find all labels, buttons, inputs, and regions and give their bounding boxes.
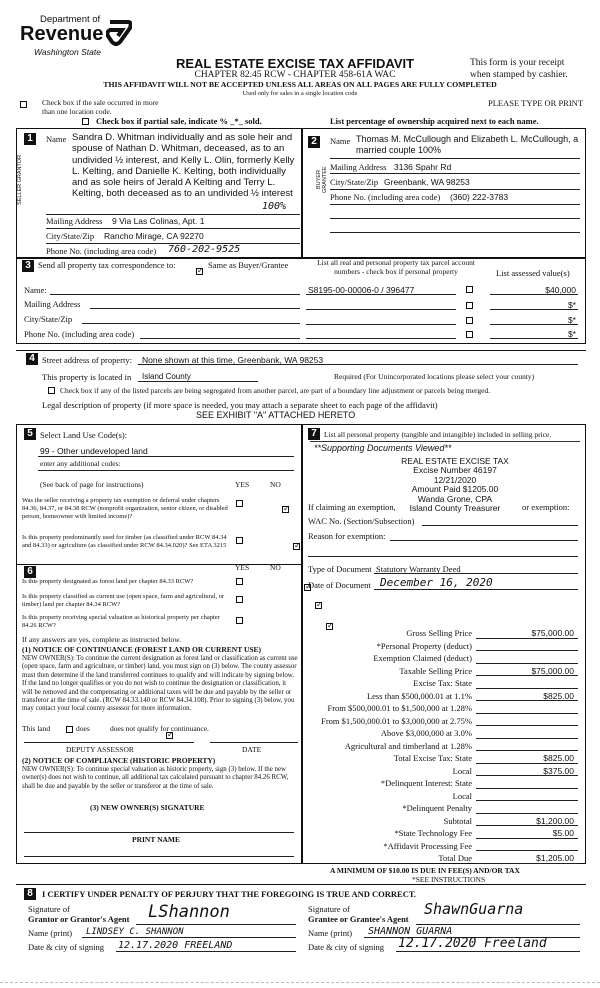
grantor-name-label: Name (print) — [28, 928, 73, 938]
calc-label: Above $3,000,000 at 3.0% — [380, 728, 472, 738]
assessed-value-1: $40,000 — [545, 285, 576, 295]
calc-value: $1,200.00 — [536, 815, 574, 826]
parcel-4-personal-checkbox[interactable] — [466, 331, 473, 338]
notice-continuance-title: (1) NOTICE OF CONTINUANCE (FOREST LAND OR CURRENT USE) — [22, 645, 262, 654]
notice-continuance-body: NEW OWNER(S): To continue the current designation as forest land or classification as current use (open space, farm and agriculture, or timber) land, you must sign on (3) below. The county assessor must then determine if the land transferred continues to qualify and will indicate by signing below. If the land no longer qualifies or you do not wish to continue the designation or classification, it will be removed and the compensating or additional taxes will be due and payable by the seller or transferor at the time of sale. (RCW 84.33.140 or RCW 84.34.108). Prior to signing (3) below, you may contact your local county assessor for more information. — [22, 655, 298, 713]
grantee-name-value: SHANNON GUARNA — [368, 926, 453, 937]
buyer-city-value: Greenbank, WA 98253 — [384, 177, 470, 187]
grantee-signature-of: Signature of — [308, 904, 350, 914]
grantor-date-label: Date & city of signing — [28, 942, 105, 952]
s6-q1-yes-checkbox[interactable] — [236, 578, 243, 585]
form-chapter: CHAPTER 82.45 RCW - CHAPTER 458-61A WAC — [194, 70, 396, 80]
calc-label: Local — [452, 765, 472, 776]
calc-value: $1,205.00 — [536, 853, 574, 863]
personal-property-label: List all personal property (tangible and intangible) included in selling price. — [324, 430, 552, 439]
calc-value: $825.00 — [543, 690, 574, 701]
date-document-value: December 16, 2020 — [380, 576, 493, 589]
calc-label: From $500,000.01 to $1,500,000 at 1.28% — [327, 703, 472, 713]
section-6-number: 6 — [24, 566, 36, 578]
deputy-assessor-label: DEPUTY ASSESSOR — [66, 745, 134, 754]
additional-codes-label: enter any additional codes: — [40, 459, 121, 468]
claiming-exemption-tail: or exemption: — [522, 502, 570, 512]
date-document-label: Date of Document — [308, 580, 371, 590]
land-does-label: does — [76, 724, 90, 733]
s5-q1-yes-checkbox[interactable] — [236, 500, 243, 507]
s5-no-header: NO — [270, 480, 281, 489]
s3-phone-label: Phone No. (including area code) — [24, 329, 135, 339]
deputy-date-label: DATE — [242, 745, 262, 754]
s6-yes-header: YES — [235, 563, 250, 572]
buyer-name-label: Name — [330, 136, 351, 146]
seller-city-label: City/State/Zip — [46, 231, 95, 241]
s5-question-1: Was the seller receiving a property tax exemption or deferral under chapters 84.36, 84.37, or 84.38 RCW (nonprofit organization, senior citizen, or disabled person, homeowner with limited income)? — [22, 497, 228, 520]
s5-q2-yes-checkbox[interactable] — [236, 537, 243, 544]
stamp-line-6: Island County Treasurer — [409, 503, 501, 514]
calc-label: *Affidavit Processing Fee — [383, 840, 472, 851]
s6-question-1: Is this property designated as forest land per chapter 84.33 RCW? — [22, 578, 194, 585]
seller-name-label: Name — [46, 134, 67, 144]
grantor-signature-of: Signature of — [28, 904, 70, 914]
stamp-line-2: Excise Number 46197 — [413, 465, 497, 476]
calc-label: Gross Selling Price — [406, 628, 472, 638]
buyer-side-label: BUYER GRANTEE — [316, 166, 328, 194]
county-required-note: Required (For Unincorporated locations please select your county) — [334, 372, 535, 381]
assessed-header: List assessed value(s) — [496, 268, 570, 278]
same-as-buyer-label: Same as Buyer/Grantee — [208, 260, 289, 270]
calc-label: Agricultural and timberland at 1.28% — [344, 740, 472, 751]
partial-sale-label: Check box if partial sale, indicate % _*_ sold. — [96, 116, 262, 126]
logo-dept: Department of — [40, 14, 101, 25]
parcel-3-personal-checkbox[interactable] — [466, 317, 473, 324]
calc-label: Exemption Claimed (deduct) — [373, 653, 472, 663]
seller-phone-value: 760-202-9525 — [168, 244, 241, 255]
calc-value: $375.00 — [543, 765, 574, 776]
grantor-signature: LShannon — [148, 902, 230, 922]
segregated-label: Check box if any of the listed parcels are being segregated from another parcel, are part of a boundary line adjustment or parcels being merged. — [60, 386, 491, 395]
stamp-line-3: 12/21/2020 — [433, 474, 477, 485]
land-use-code-value: 99 - Other undeveloped land — [40, 446, 148, 456]
s3-name-label: Name: — [24, 285, 47, 295]
partial-sale-checkbox[interactable] — [82, 118, 89, 125]
assessed-value-4: $* — [567, 329, 576, 339]
s3-mailing-label: Mailing Address — [24, 299, 81, 309]
calc-value: $75,000.00 — [531, 665, 574, 676]
calc-label: Total Excise Tax: State — [393, 753, 472, 763]
list-percentage-label: List percentage of ownership acquired next to each name. — [330, 116, 539, 126]
s6-question-2: Is this property classified as current use (open space, farm and agricultural, or timber) land per chapter 84.34 RCW? — [22, 593, 225, 608]
calc-label: Subtotal — [443, 815, 472, 826]
s6-no-header: NO — [270, 563, 281, 572]
calc-label: Taxable Selling Price — [399, 665, 472, 676]
land-does-checkbox[interactable] — [66, 726, 73, 733]
section-1-number: 1 — [24, 133, 36, 145]
s5-yes-header: YES — [235, 480, 250, 489]
see-back-instructions: (See back of page for instructions) — [40, 480, 144, 489]
if-yes-instructions: If any answers are yes, complete as instructed below. — [22, 635, 182, 644]
calc-label: From $1,500,000.01 to $3,000,000 at 2.75% — [321, 715, 472, 726]
form-title: REAL ESTATE EXCISE TAX AFFIDAVIT — [175, 56, 415, 71]
s6-question-3: Is this property receiving special valuation as historical property per chapter 84.26 RCW? — [22, 614, 220, 629]
multi-location-checkbox[interactable] — [20, 101, 27, 108]
type-or-print: PLEASE TYPE OR PRINT — [488, 98, 584, 108]
parcel-2-personal-checkbox[interactable] — [466, 302, 473, 309]
legal-description-label: Legal description of property (if more space is needed, you may attach a separate sheet to each page of the affidavit) — [42, 400, 438, 410]
parcel-1-personal-checkbox[interactable] — [466, 286, 473, 293]
used-only-note: Used only for sales in a single location code — [242, 90, 358, 97]
multi-location-label: Check box if the sale occurred in more than one location code. — [42, 98, 159, 116]
s5-q1-no-checkbox[interactable] — [282, 506, 289, 513]
seller-side-label: SELLER GRANTOR — [17, 154, 23, 206]
legal-description-value: SEE EXHIBIT "A" ATTACHED HERETO — [196, 410, 356, 420]
new-owner-signature-label: (3) NEW OWNER(S) SIGNATURE — [90, 803, 205, 812]
logo-state: Washington State — [34, 47, 101, 57]
segregated-checkbox[interactable] — [48, 387, 55, 394]
calc-label: Less than $500,000.01 at 1.1% — [366, 690, 472, 701]
receipt-note: This form is your receipt when stamped by cashier. — [470, 58, 568, 80]
stamp-line-5: Wanda Grone, CPA — [417, 493, 493, 504]
grantee-name-label: Name (print) — [308, 928, 353, 938]
assessed-value-3: $* — [567, 315, 576, 325]
buyer-mailing-label: Mailing Address — [330, 162, 387, 172]
seller-city-value: Rancho Mirage, CA 92270 — [104, 231, 204, 241]
calc-label: *State Technology Fee — [394, 828, 472, 838]
grantee-date-value: 12.17.2020 Freeland — [398, 936, 547, 951]
county-value: Island County — [142, 372, 191, 381]
see-instructions-note: *SEE INSTRUCTIONS — [412, 875, 486, 884]
calc-label: *Delinquent Interest: State — [380, 778, 472, 788]
assessed-value-2: $* — [567, 300, 576, 310]
buyer-city-label: City/State/Zip — [330, 177, 379, 187]
street-address-value: None shown at this time, Greenbank, WA 98253 — [142, 355, 324, 365]
send-correspondence-label: Send all property tax correspondence to: — [38, 260, 176, 270]
street-address-label: Street address of property: — [42, 355, 132, 365]
warning-line: THIS AFFIDAVIT WILL NOT BE ACCEPTED UNLESS ALL AREAS ON ALL PAGES ARE FULLY COMPLETED — [103, 80, 497, 89]
seller-percentage: 100% — [262, 201, 287, 212]
grantee-date-label: Date & city of signing — [308, 942, 385, 952]
print-name-label: PRINT NAME — [132, 835, 180, 844]
parcel-number-1: S8195-00-00006-0 / 396477 — [308, 285, 415, 295]
s6-q3-yes-checkbox[interactable] — [236, 617, 243, 624]
seller-mailing-label: Mailing Address — [46, 216, 103, 226]
grantee-signature: ShawnGuarna — [424, 900, 524, 918]
section-7-number: 7 — [308, 428, 320, 440]
section-5-number: 5 — [24, 428, 36, 440]
certify-statement: I CERTIFY UNDER PENALTY OF PERJURY THAT THE FOREGOING IS TRUE AND CORRECT. — [42, 889, 417, 899]
calc-label: Local — [452, 790, 472, 801]
seller-mailing-value: 9 Via Las Colinas, Apt. 1 — [112, 216, 205, 226]
calc-label: Excise Tax: State — [413, 678, 472, 688]
calc-value: $825.00 — [543, 753, 574, 763]
minimum-fee-note: A MINIMUM OF $10.00 IS DUE IN FEE(S) AND/OR TAX — [330, 866, 520, 875]
dor-logo — [20, 14, 132, 70]
section-8-number: 8 — [24, 888, 36, 900]
type-document-value: Statutory Warranty Deed — [376, 564, 461, 574]
s5-question-2: Is this property predominantly used for timber (as classified under RCW 84.34 and 84.33) or agriculture (as classified under RCW 84.34.020)? See ETA 3215 — [22, 534, 227, 549]
grantor-agent-label: Grantor or Grantor's Agent — [28, 914, 130, 924]
seller-name-value: Sandra D. Whitman individually and as sole heir and spouse of Nathan D. Whitman, deceased, as to an undivided ½ interest, and Kelly L. Olin, formerly Kelly L. Kelting, and Danielle K. Kelting, both individually and as sole heirs of Jerald A Kelting and Terry L. Kelting, both deceased as to an undivided ½ interest — [72, 132, 295, 200]
s3-city-label: City/State/Zip — [24, 314, 73, 324]
buyer-phone-value: (360) 222-3783 — [450, 192, 509, 202]
buyer-name-value: Thomas M. McCullough and Elizabeth L. McCullough, a married couple 100% — [356, 134, 579, 155]
reason-label: Reason for exemption: — [308, 531, 386, 541]
notice-compliance-title: (2) NOTICE OF COMPLIANCE (HISTORIC PROPERTY) — [22, 756, 216, 765]
section-3-number: 3 — [22, 260, 34, 272]
this-land-label: This land — [22, 724, 51, 733]
section-4-number: 4 — [26, 353, 38, 365]
treasurer-stamp — [390, 457, 520, 513]
dor-emblem-icon — [106, 18, 132, 46]
stamp-line-4: Amount Paid $1205.00 — [411, 484, 499, 495]
land-does-not-label: does not qualify for continuance. — [110, 724, 209, 733]
logo-revenue: Revenue — [20, 23, 104, 45]
grantor-name-value: LINDSEY C. SHANNON — [86, 927, 184, 937]
stamp-line-1: REAL ESTATE EXCISE TAX — [401, 456, 509, 466]
calc-label: *Delinquent Penalty — [402, 803, 472, 813]
section-5-box — [16, 424, 302, 864]
grantee-agent-label: Grantee or Grantee's Agent — [308, 914, 409, 924]
same-as-buyer-checkbox[interactable] — [196, 268, 203, 275]
seller-phone-label: Phone No. (including area code) — [46, 246, 157, 256]
land-use-label: Select Land Use Code(s): — [40, 430, 128, 440]
buyer-phone-label: Phone No. (including area code) — [330, 192, 441, 202]
type-document-label: Type of Document — [308, 564, 372, 574]
parcel-header: List all real and personal property tax parcel account numbers - check box if personal property — [317, 258, 475, 276]
s5-q2-no-checkbox[interactable] — [293, 543, 300, 550]
calc-value: $75,000.00 — [531, 628, 574, 638]
calc-label: Total Due — [438, 853, 472, 863]
supporting-docs-note: **Supporting Documents Viewed** — [314, 443, 452, 453]
claiming-exemption-label: If claiming an exemption, — [308, 502, 396, 512]
notice-compliance-body: NEW OWNER(S): To continue special valuation as historic property, sign (3) below. If the new owner(s) does not wish to continue, all additional tax calculated pursuant to chapter 84.26 RCW, shall be due and payable by the seller or transferor at the time of sale. — [22, 766, 289, 790]
grantor-date-value: 12.17.2020 FREELAND — [118, 940, 233, 951]
wac-label: WAC No. (Section/Subsection) — [308, 516, 415, 526]
section-2-number: 2 — [308, 136, 320, 148]
buyer-mailing-value: 3136 Spahr Rd — [394, 162, 452, 172]
calc-label: *Personal Property (deduct) — [376, 640, 472, 651]
located-in-label: This property is located in — [42, 372, 132, 382]
calc-value: $5.00 — [552, 828, 574, 838]
s6-q2-yes-checkbox[interactable] — [236, 596, 243, 603]
